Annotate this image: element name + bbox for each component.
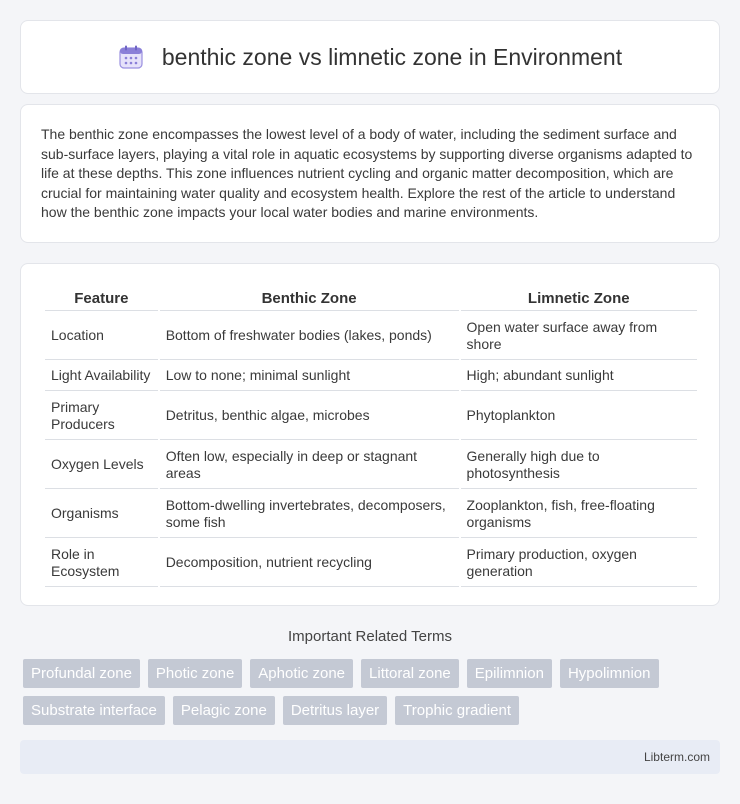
page-title: benthic zone vs limnetic zone in Environment <box>161 43 623 70</box>
table-cell-limnetic: Phytoplankton <box>461 393 697 440</box>
tag-row <box>23 696 723 725</box>
table-row <box>45 491 697 538</box>
table-cell-feature: Organisms <box>45 491 158 538</box>
table-cell-limnetic: Open water surface away from shore <box>461 313 697 360</box>
tag-substrate-interface[interactable]: Substrate interface <box>23 696 165 725</box>
table-cell-limnetic: Generally high due to photosynthesis <box>461 442 697 489</box>
table-header-row <box>45 286 697 311</box>
table-cell-benthic: Low to none; minimal sunlight <box>160 362 459 391</box>
intro-card <box>20 104 720 243</box>
related-terms-title: Important Related Terms <box>288 628 452 645</box>
table-cell-feature: Role in Ecosystem <box>45 540 158 587</box>
table-cell-benthic: Often low, especially in deep or stagnant areas <box>160 442 459 489</box>
table-cell-feature: Oxygen Levels <box>45 442 158 489</box>
footer <box>20 740 720 774</box>
table-cell-limnetic: Primary production, oxygen generation <box>461 540 697 587</box>
table-row <box>45 540 697 587</box>
table-cell-feature: Primary Producers <box>45 393 158 440</box>
tag-photic-zone[interactable]: Photic zone <box>148 659 242 688</box>
table-cell-limnetic: High; abundant sunlight <box>461 362 697 391</box>
calendar-icon <box>118 44 144 70</box>
tag-trophic-gradient[interactable]: Trophic gradient <box>395 696 519 725</box>
table-cell-benthic: Bottom-dwelling invertebrates, decomposers, some fish <box>160 491 459 538</box>
comparison-table <box>43 284 699 589</box>
tag-detritus-layer[interactable]: Detritus layer <box>283 696 387 725</box>
related-terms <box>23 659 723 733</box>
table-cell-feature: Light Availability <box>45 362 158 391</box>
header-card <box>20 20 720 94</box>
table-cell-benthic: Detritus, benthic algae, microbes <box>160 393 459 440</box>
intro-paragraph: The benthic zone encompasses the lowest level of a body of water, including the sediment surface and sub-surface layers, playing a vital role in aquatic ecosystems by supporting diverse organisms adapted to life at these depths. This zone influences nutrient cycling and organic matter decomposition, which are crucial for maintaining water quality and ecosystem health. Explore the rest of the article to understand how the benthic zone impacts your local water bodies and marine environments. <box>41 126 693 220</box>
header-feature: Feature <box>45 286 158 311</box>
table-row <box>45 393 697 440</box>
table-cell-limnetic: Zooplankton, fish, free-floating organisms <box>461 491 697 538</box>
tag-epilimnion[interactable]: Epilimnion <box>467 659 552 688</box>
table-row <box>45 362 697 391</box>
header-benthic: Benthic Zone <box>160 286 459 311</box>
footer-site-link[interactable]: Libterm.com <box>643 750 710 764</box>
tag-row <box>23 659 723 688</box>
table-row <box>45 442 697 489</box>
header <box>118 44 622 71</box>
tag-pelagic-zone[interactable]: Pelagic zone <box>173 696 275 725</box>
table-cell-feature: Location <box>45 313 158 360</box>
tag-profundal-zone[interactable]: Profundal zone <box>23 659 140 688</box>
header-limnetic: Limnetic Zone <box>461 286 697 311</box>
tag-littoral-zone[interactable]: Littoral zone <box>361 659 459 688</box>
comparison-card <box>20 263 720 606</box>
table-cell-benthic: Bottom of freshwater bodies (lakes, ponds) <box>160 313 459 360</box>
tag-hypolimnion[interactable]: Hypolimnion <box>560 659 659 688</box>
table-cell-benthic: Decomposition, nutrient recycling <box>160 540 459 587</box>
tag-aphotic-zone[interactable]: Aphotic zone <box>250 659 353 688</box>
table-row <box>45 313 697 360</box>
